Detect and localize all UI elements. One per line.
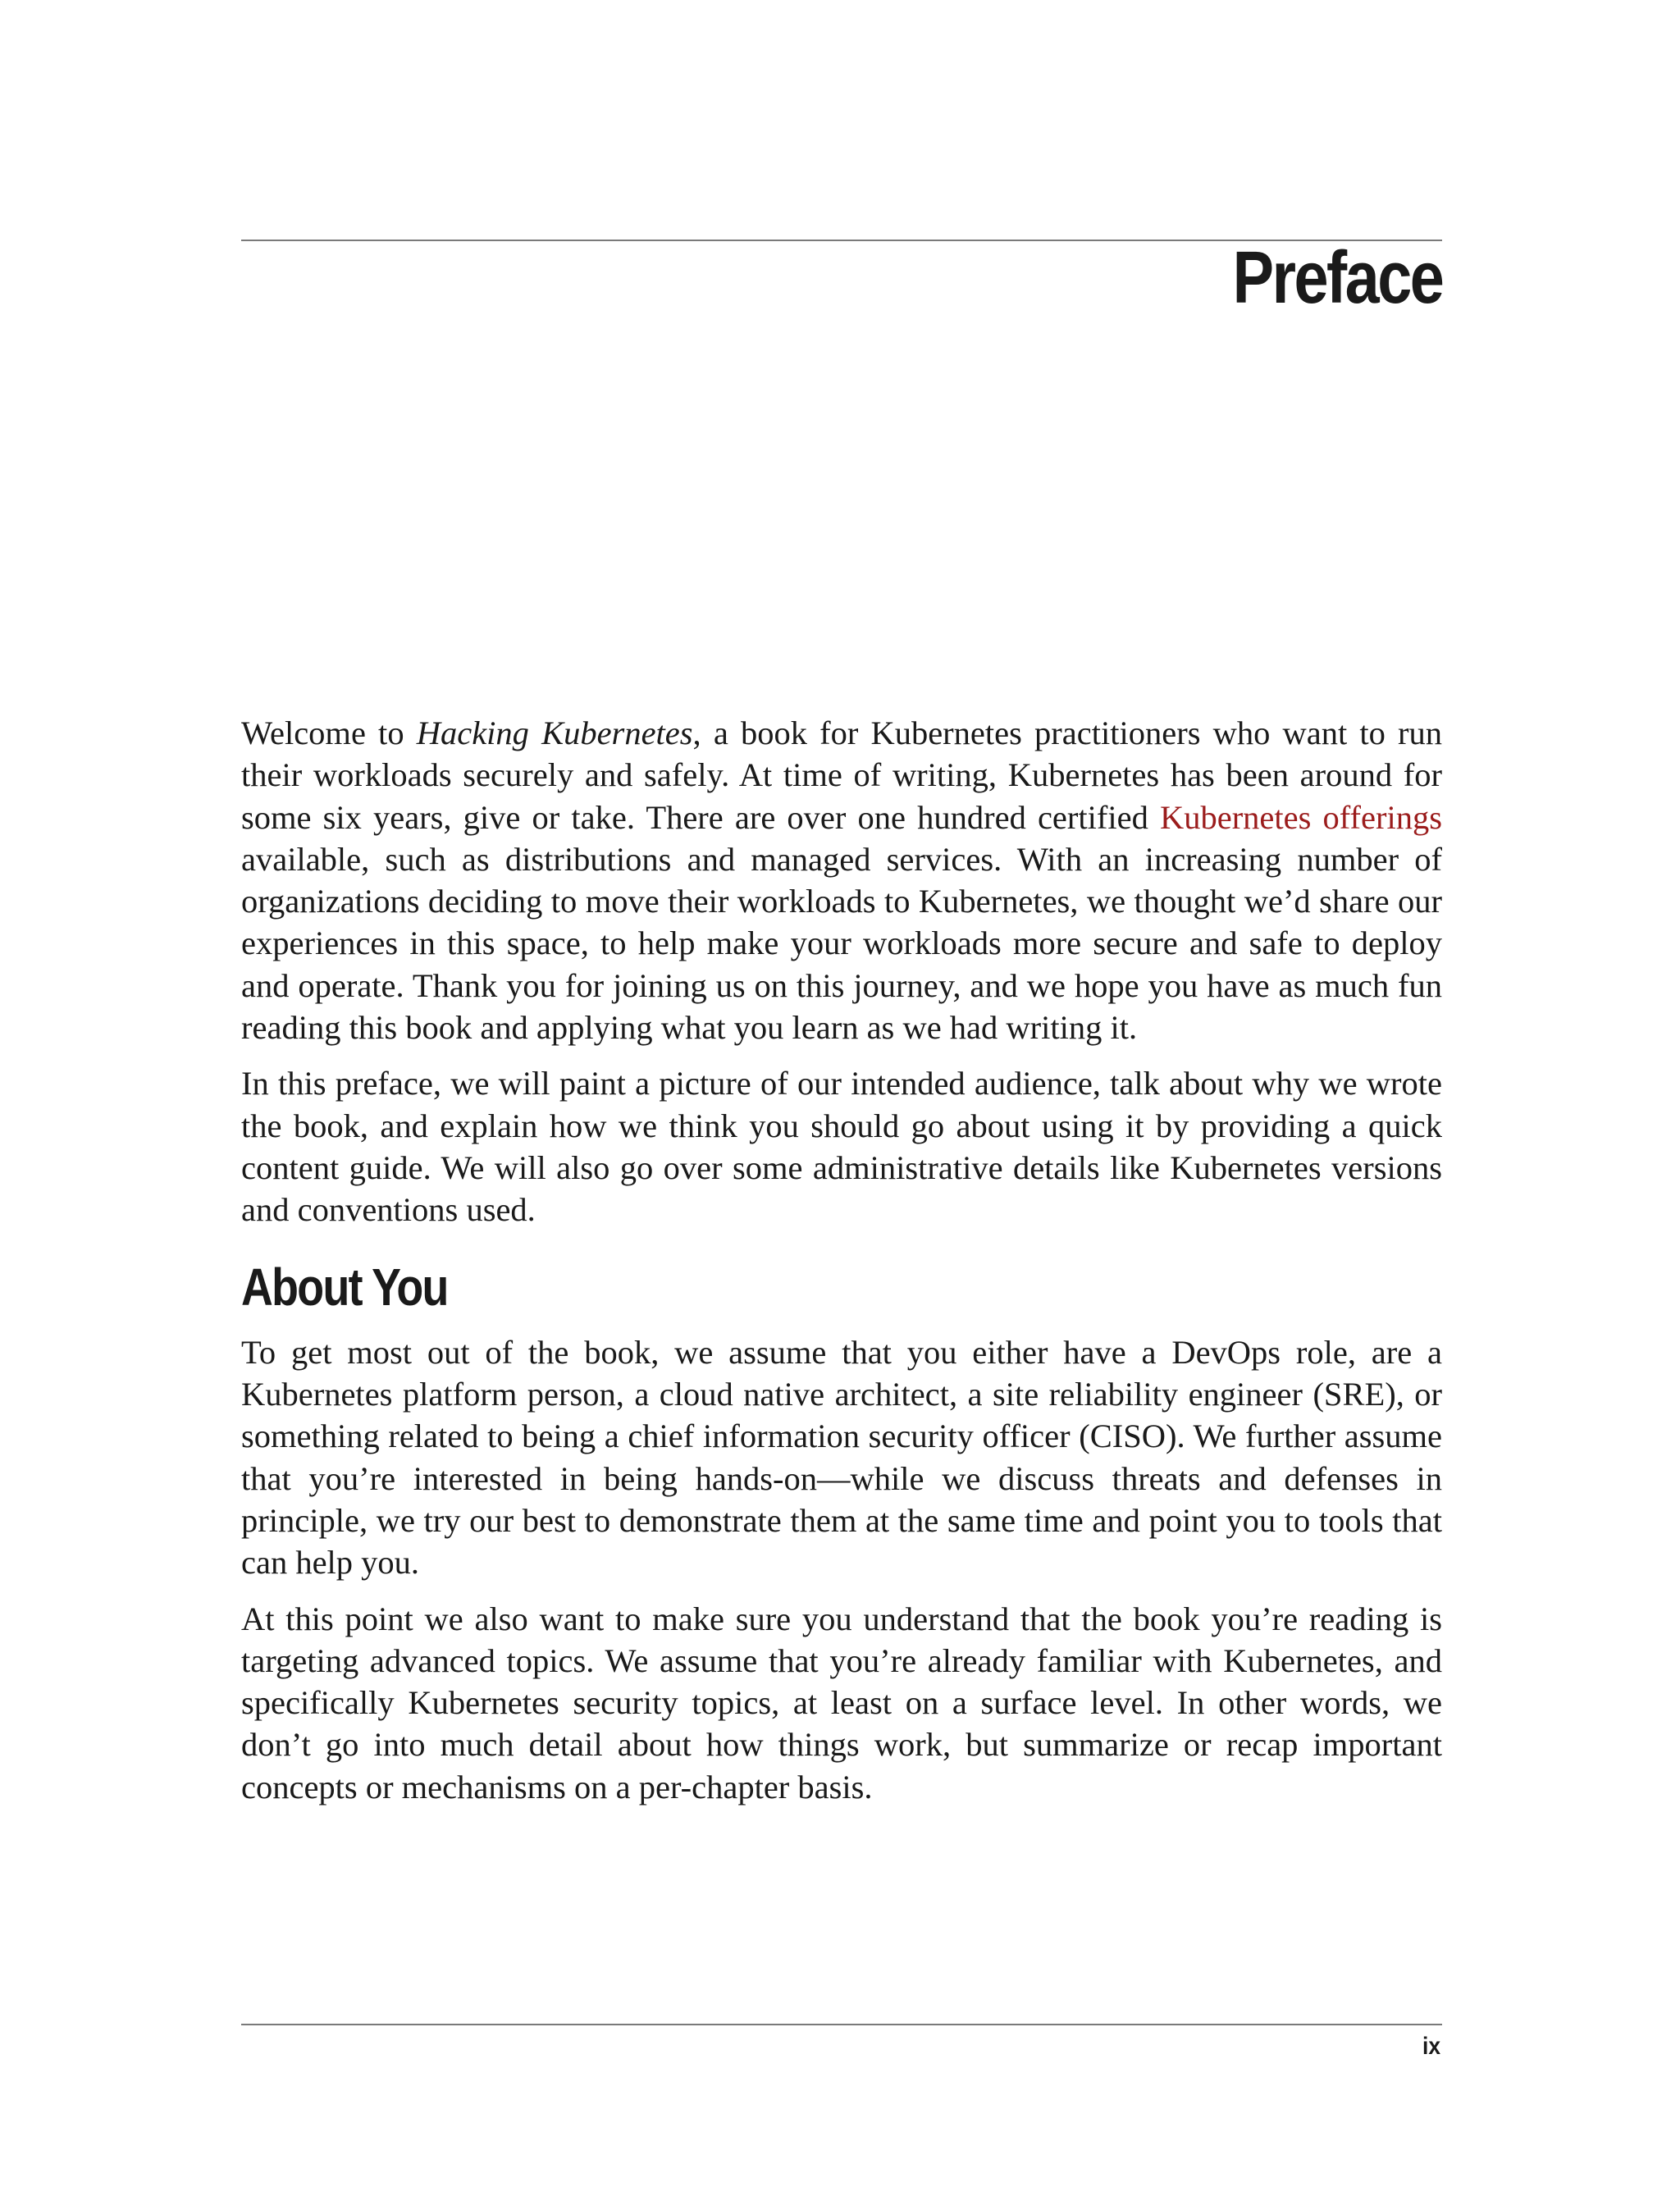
section-heading-about-you: About You <box>241 1257 448 1317</box>
page-number: ix <box>1422 2033 1440 2060</box>
about-you-paragraph-2: At this point we also want to make sure you understand that the book you’re reading is targeting advanced topics. We assume that you’re already familiar with Kubernetes, and specifically Kubernetes security topics, at least on a surface level. In other words, we don’t go into much detail about how things work, but summarize or recap important concepts or mechanisms on a per-chapter basis. <box>241 1600 1442 1806</box>
intro-p1-middle: , a book for Kubernetes practitioners who want to run their workloads securely and safely. At time of writing, Kubernetes has been around for some six years, give or take. There are over one hundred certified <box>241 714 1443 836</box>
intro-paragraph-1 <box>241 712 1442 1048</box>
intro-paragraph-2: In this preface, we will paint a picture of our intended audience, talk about why we wrote the book, and explain how we think you should go about using it by providing a quick content guide. We will also go over some administrative details like Kubernetes versions and conventions used. <box>241 1065 1442 1229</box>
intro-p1-lead: Welcome to <box>241 714 417 751</box>
footer-rule <box>241 2024 1442 2025</box>
chapter-title: Preface <box>1232 237 1442 319</box>
about-you-paragraph-1: To get most out of the book, we assume that you either have a DevOps role, are a Kubernetes platform person, a cloud native architect, a site reliability engineer (SRE), or something related to being a chief information security officer (CISO). We further assume that you’re interested in being hands-on—while we discuss threats and defenses in principle, we try our best to demonstrate them at the same time and point you to tools that can help you. <box>241 1333 1442 1582</box>
kubernetes-offerings-link[interactable]: Kubernetes offerings <box>1159 798 1442 836</box>
intro-p1-tail: available, such as distributions and managed services. With an increasing number of organizations deciding to move their workloads to Kubernetes, we thought we’d share our experiences in this space, to help make your workloads more secure and safe to deploy and operate. Thank you for joining us on this journey, and we hope you have as much fun reading this book and applying what you learn as we had writing it. <box>241 840 1442 1047</box>
page-body <box>241 712 1442 1822</box>
book-title: Hacking Kubernetes <box>416 714 693 751</box>
